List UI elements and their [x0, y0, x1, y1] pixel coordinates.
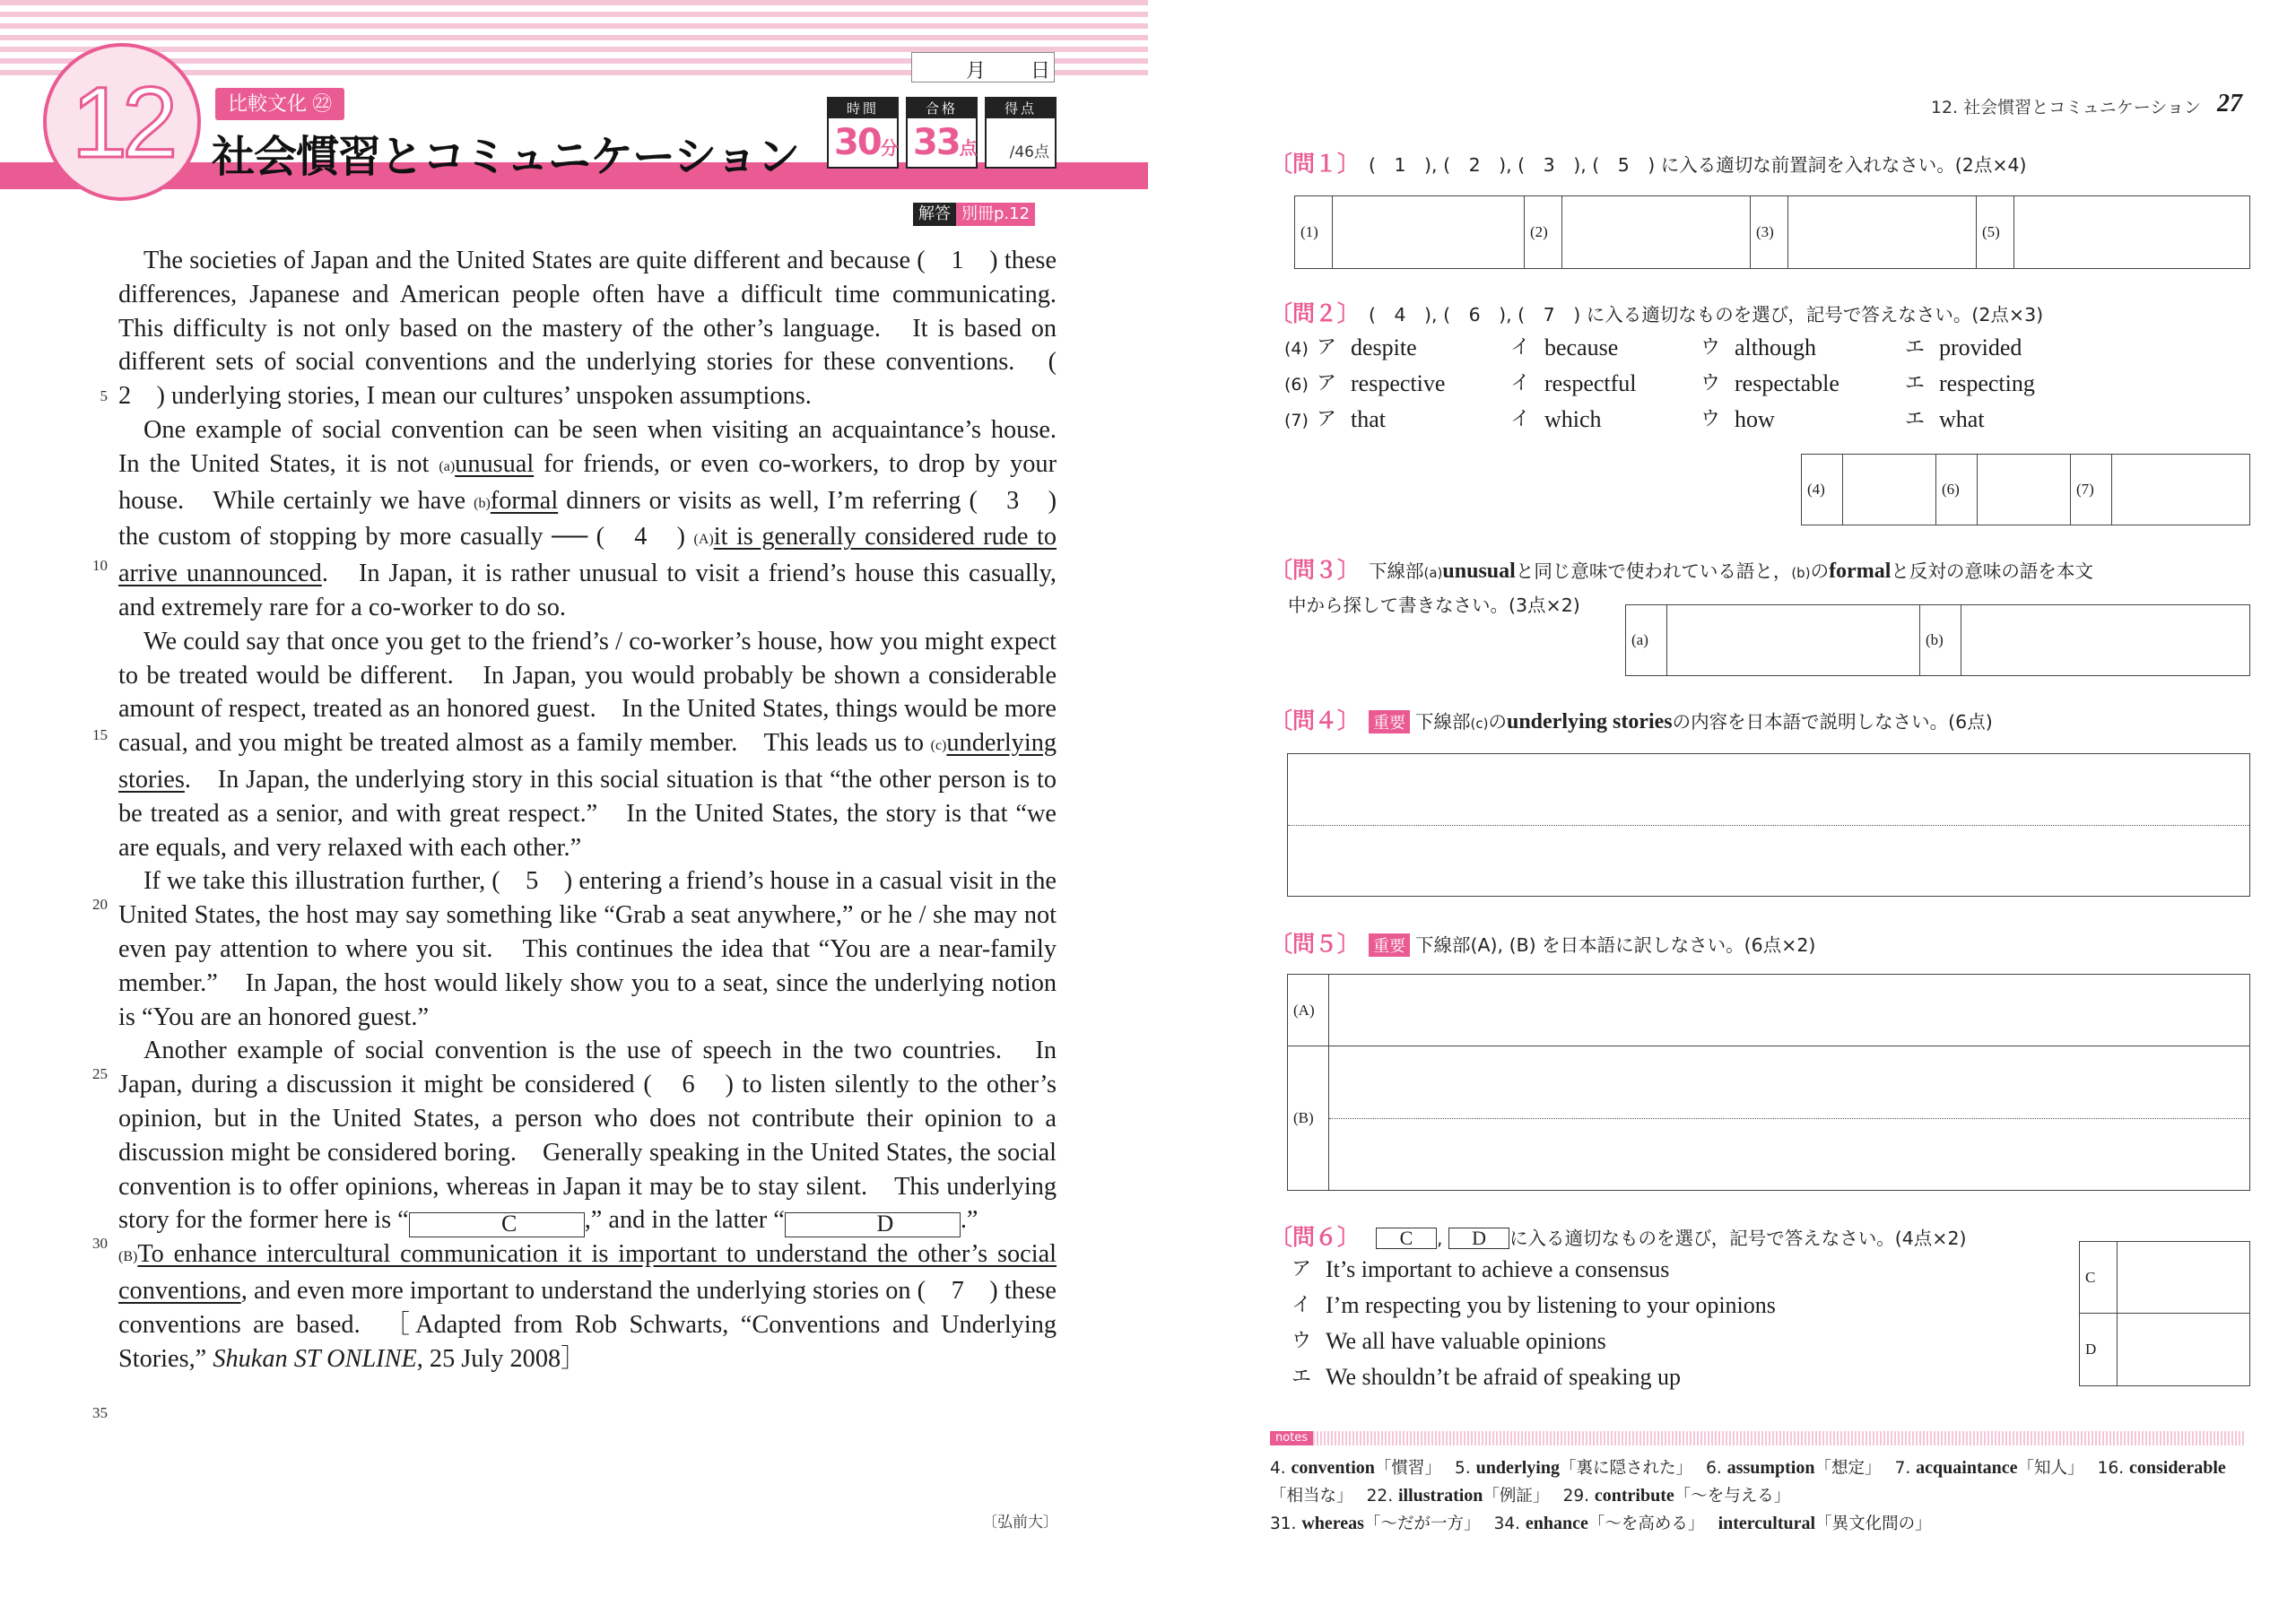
paragraph-1: The societies of Japan and the United States are quite different and because ( 1 ) these differences, Japanese and American people often have a difficult time communicating. This difficulty is not only based on the mastery of the other’s language. It is based on different sets of social conventions and the underlying stories for these conventions. ( 2 ) underlying stories, I mean our cultures’ unspoken assumptions. [118, 247, 1083, 411]
line-number: 25 [92, 1065, 108, 1082]
right-page: 12. 社会慣習とコミュニケーション 27 〔問１〕 ( 1 ), ( 2 ), ( 3 ), ( 5 ) に入る適切な前置詞を入れなさい。(2点×4) (1) (2) (3) (5) 〔問２〕 ( 4 ), ( 6 ), ( 7 ) に入る適切なものを選び，記号で答えなさい。(2点×3) (4) ア despite イ because ウ although エ provided (6) ア respective イ respectful ウ respectable エ respecting (7) ア that イ which ウ how エ what (4) (6) (7) 〔問３〕 下線部(a)unusualと同じ意味で使われている語と，(b)のformalと反対の意味の語を本文 中から探して書きなさい。(3点×2) (a) (b) 〔問４〕 重要 下線部(c)のunderlying storiesの内容を日本語で説明しなさい。(6点) 〔問５〕 重要 下線部(A), (B) を日本語に訳しなさい。(6点×2) (A) (B) 〔問６〕 C , D に入る適切なものを選び，記号で答えなさい。(4点×2) ア It’s important to achieve a consensus イ I’m respecting you by listening to your opinions ウ We all have valuable opinions エ We shouldn’t be afraid of speaking up C D notes 4. convention「慣習」 5. underlying「裏に隠された」 6. assumption「想定」 7. acquaintance「知人」 16. considerable「相当な」 22. illustration「例証」 29. contribute「〜を与える」 31. whereas「〜だが一方」 34. enhance「〜を高める」 intercultural「異文化間の」 [1148, 0, 2296, 1623]
important-badge: 重要 [1369, 710, 1410, 733]
q5-dotted-line [1329, 1118, 2249, 1119]
question-5: 〔問５〕 重要 下線部(A), (B) を日本語に訳しなさい。(6点×2) [1270, 931, 1816, 957]
q1-cell-3[interactable] [1788, 196, 1977, 268]
time-unit: 分 [880, 137, 897, 159]
answer-label: 解答 [913, 203, 956, 226]
note-item: 4. convention「慣習」 [1270, 1458, 1433, 1478]
paragraph-2: One example of social convention can be seen when visiting an acquaintance’s house. In the United States, it is not (a)unusual for friends, or even co-workers, to drop by your house. While certainly we have (b)formal dinners or visits as well, I’m referring ( 3 ) the custom of stopping by more casually ── ( 4 ) (A)it is generally considered rude to arrive unannounced. In Japan, it is rather unusual to visit a friend’s house this casually, and extremely rare for a co-worker to do so. [118, 415, 1083, 621]
note-item: intercultural「異文化間の」 [1718, 1514, 1932, 1533]
underline-a: unusual [455, 449, 535, 478]
q1-cell-2[interactable] [1562, 196, 1751, 268]
q2-cell-6[interactable] [1978, 455, 2071, 525]
q3-label: 〔問３〕 [1270, 557, 1361, 583]
paragraph-5: Another example of social convention is the use of speech in the two countries. In Japan, during a discussion it might be considered ( 6 ) to listen silently to the other’s opinion, but in the United States, a person who does not contribute their opinion to a discussion might be considered boring. Generally speaking in the United States, the social convention is to offer opinions, whereas in Japan it may be to stay silent. This underlying story for the former here is “ C ,” and in the latter “ D .” [118, 1037, 1057, 1237]
page-number: 27 [2217, 90, 2242, 117]
note-item: 6. assumption「想定」 [1706, 1458, 1874, 1478]
blank-c-ref: C [1376, 1228, 1437, 1249]
q1-answer-box[interactable]: (1) (2) (3) (5) [1294, 195, 2250, 269]
q1-cell-5[interactable] [2014, 196, 2249, 268]
score-box[interactable] [985, 97, 1057, 169]
blank-c: C [409, 1212, 585, 1237]
note-item: 7. acquaintance「知人」 [1894, 1458, 2076, 1478]
question-2: 〔問２〕 ( 4 ), ( 6 ), ( 7 ) に入る適切なものを選び，記号で答えなさい。(2点×3) [1270, 300, 2044, 326]
pass-label: 合格 [908, 99, 976, 118]
note-item: 29. contribute「〜を与える」 [1562, 1486, 1791, 1506]
time-value: 30 [834, 122, 881, 163]
q4-answer-line-1[interactable] [1288, 754, 2249, 826]
unit-number-badge: 12 [43, 43, 201, 201]
q5-row-B: (B) [1288, 1046, 2249, 1190]
note-item: 22. illustration「例証」 [1366, 1486, 1542, 1506]
page-title: 社会慣習とコミュニケーション [212, 132, 800, 182]
q6-cell-C[interactable] [2118, 1242, 2249, 1313]
date-day-label: 日 [1031, 60, 1051, 82]
q5-cell-A[interactable] [1329, 975, 2249, 1046]
q1-cell-1[interactable] [1333, 196, 1525, 268]
underline-B: To enhance intercultural communication it is important to understand the other’s social conventions [118, 1240, 1057, 1306]
line-number: 5 [100, 387, 108, 404]
question-1: 〔問１〕 ( 1 ), ( 2 ), ( 3 ), ( 5 ) に入る適切な前置詞を入れなさい。(2点×4) [1270, 151, 2027, 177]
q6-row-D: D [2080, 1314, 2249, 1385]
score-total: /46点 [1009, 143, 1049, 161]
reading-passage [92, 244, 1083, 1421]
blank-d-ref: D [1448, 1228, 1509, 1249]
line-number: 10 [92, 557, 108, 574]
q1-label: 〔問１〕 [1270, 151, 1361, 177]
answer-reference [913, 203, 1035, 226]
underline-A: it is generally considered rude to arrive unannounced [118, 523, 1057, 588]
line-number: 20 [92, 896, 108, 913]
question-4: 〔問４〕 重要 下線部(c)のunderlying storiesの内容を日本語で説明しなさい。(6点) [1270, 707, 1993, 733]
q5-answer-box[interactable] [1287, 974, 2250, 1191]
question-3: 〔問３〕 下線部(a)unusualと同じ意味で使われている語と，(b)のformalと反対の意味の語を本文 [1270, 557, 2093, 583]
q5-row-A: (A) [1288, 975, 2249, 1046]
note-item: 34. enhance「〜を高める」 [1493, 1514, 1697, 1533]
q6-label: 〔問６〕 [1270, 1224, 1361, 1250]
paragraph-6: (B)To enhance intercultural communication it is important to understand the other’s social conventions, and even more important to understand the underlying stories on ( 7 ) these conventions are based. ［Adapted from Rob Schwarts, “Conventions and Underlying Stories,” Shukan ST ONLINE, 25 July 2008］ [118, 1240, 1057, 1373]
date-month-label: 月 [966, 60, 987, 82]
paragraph-4: If we take this illustration further, ( 5 ) entering a friend’s house in a casual visit in the United States, the host may say something like “Grab a seat anywhere,” or he / she may not even pay attention to where you sit. This continues the idea that “You are a near-family member.” In Japan, the host would likely show you to a seat, since the underlying notion is “You are an honored guest.” [118, 867, 1057, 1031]
answer-page-ref: 別冊p.12 [956, 203, 1035, 226]
time-label: 時間 [829, 99, 897, 118]
date-field[interactable] [911, 52, 1055, 82]
pass-box [906, 97, 978, 169]
source-university: 〔弘前大〕 [982, 1514, 1058, 1532]
q5-cell-B[interactable] [1329, 1046, 2249, 1190]
notes-label: notes [1270, 1431, 1313, 1445]
q2-cell-4[interactable] [1843, 455, 1936, 525]
q4-answer-line-2[interactable] [1288, 826, 2249, 896]
q2-answer-box[interactable]: (4) (6) (7) [1801, 454, 2250, 525]
score-label: 得点 [987, 99, 1055, 118]
underline-b: formal [490, 486, 559, 515]
q4-label: 〔問４〕 [1270, 707, 1361, 733]
q3-cell-b[interactable] [1961, 605, 2249, 675]
line-number: 15 [92, 726, 108, 743]
q2-label: 〔問２〕 [1270, 300, 1361, 326]
q4-answer-box[interactable] [1287, 753, 2250, 897]
time-box [827, 97, 899, 169]
note-item: 16. considerable「相当な」 [1270, 1458, 2226, 1506]
q6-row-C: C [2080, 1242, 2249, 1314]
pass-value: 33 [913, 122, 960, 163]
q2-cell-7[interactable] [2112, 455, 2249, 525]
q6-cell-D[interactable] [2118, 1314, 2249, 1385]
note-item: 31. whereas「〜だが一方」 [1270, 1514, 1473, 1533]
blank-d: D [785, 1212, 961, 1237]
note-item: 5. underlying「裏に隠された」 [1455, 1458, 1684, 1478]
pass-unit: 点 [959, 137, 976, 159]
q3-answer-box[interactable]: (a) (b) [1625, 604, 2250, 676]
underline-c: underlying stories [118, 729, 1057, 794]
running-head: 12. 社会慣習とコミュニケーション [1930, 98, 2201, 117]
paragraph-3: We could say that once you get to the friend’s / co-worker’s house, how you might expect to be treated would be different. In Japan, you would probably be shown a considerable amount of respect, treated as an honored guest. In the United States, things would be more casual, and you might be treated almost as a family member. This leads us to (c)underlying stories. In Japan, the underlying story in this social situation is that “the other person is to be treated as a senior, and with great respect.” In the United States, the story is that “we are equals, and very relaxed with each other.” [118, 627, 1057, 862]
line-number: 30 [92, 1235, 108, 1252]
q6-answer-box[interactable] [2079, 1241, 2250, 1386]
question-3-line2: 中から探して書きなさい。(3点×2) [1288, 595, 1580, 616]
category-label: 比較文化 ㉒ [215, 88, 344, 120]
q3-cell-a[interactable] [1667, 605, 1920, 675]
q5-label: 〔問５〕 [1270, 931, 1361, 957]
notes-bar [1270, 1431, 2244, 1445]
question-6: 〔問６〕 C , D に入る適切なものを選び，記号で答えなさい。(4点×2) [1270, 1224, 1967, 1250]
important-badge: 重要 [1369, 933, 1410, 957]
line-number: 35 [92, 1404, 108, 1421]
vocabulary-notes [1270, 1454, 2248, 1538]
